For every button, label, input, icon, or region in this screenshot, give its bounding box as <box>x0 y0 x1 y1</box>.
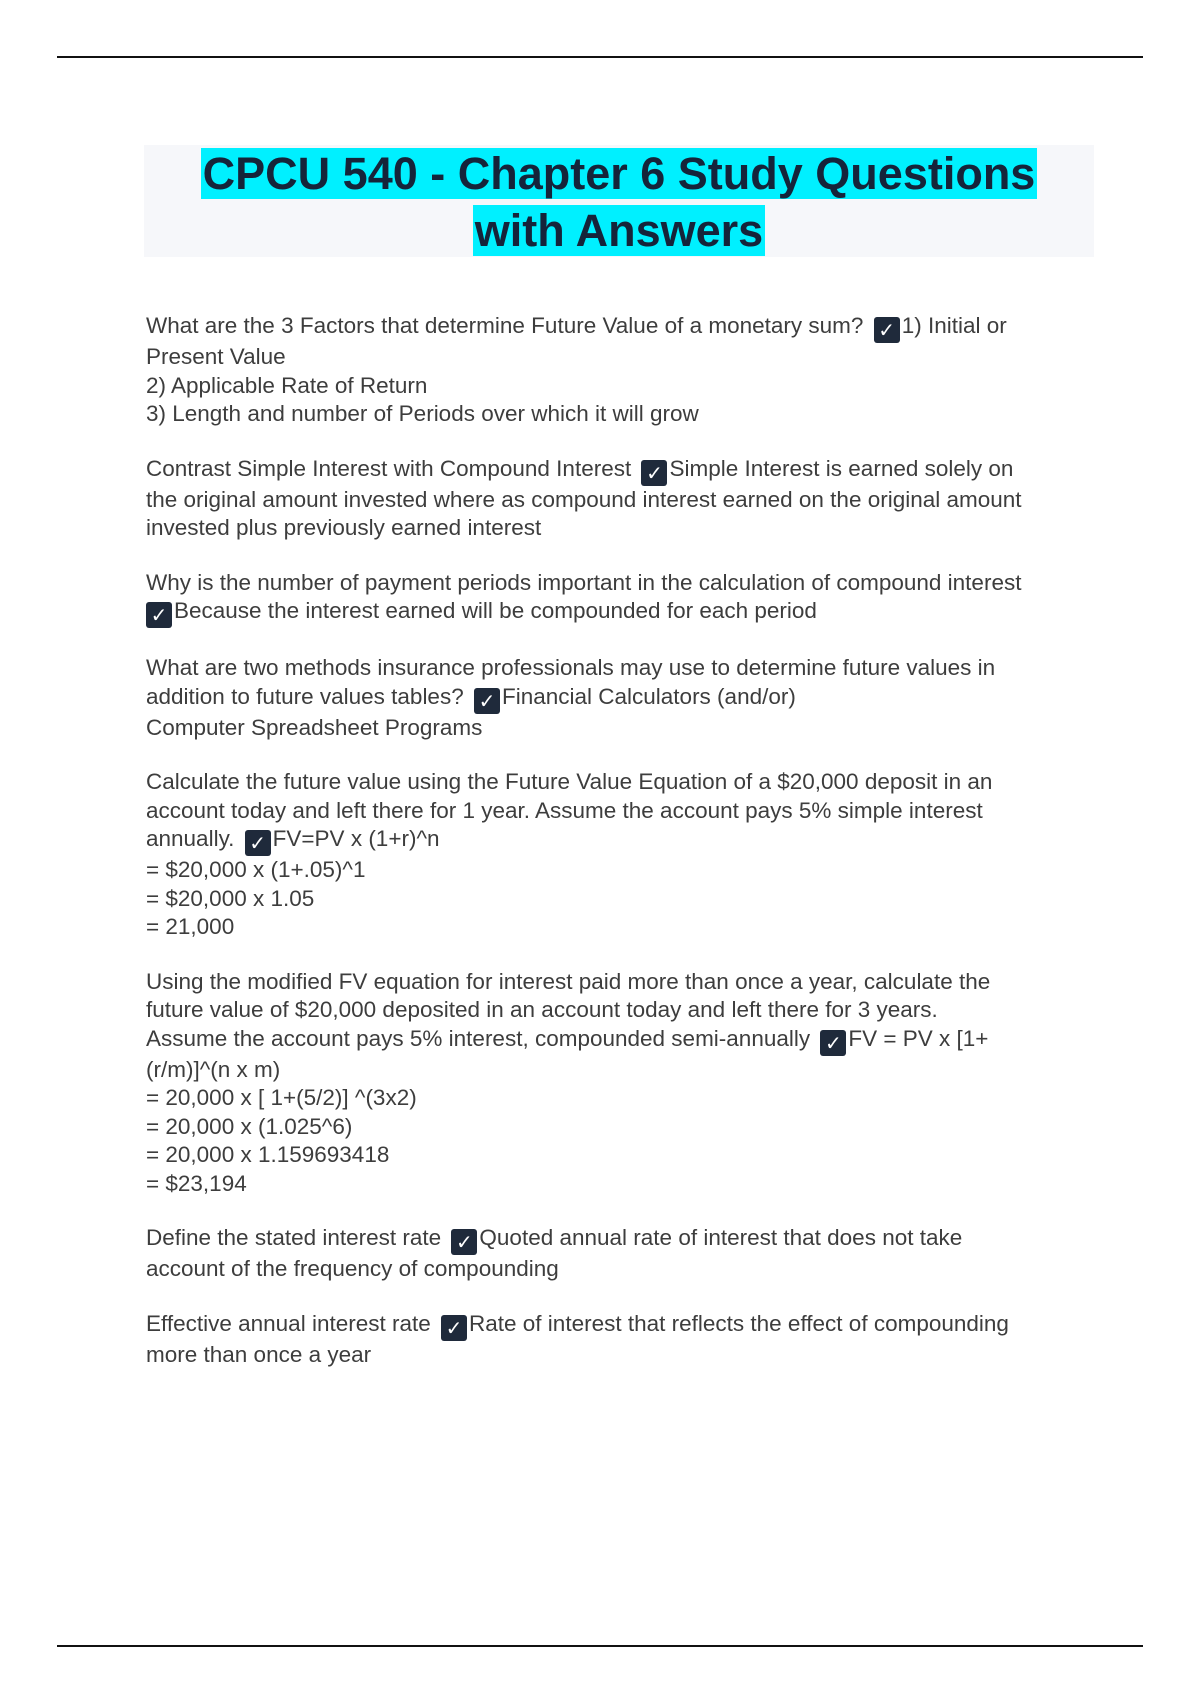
page-title <box>144 145 1094 259</box>
answer-text: more than once a year <box>146 1341 372 1367</box>
answer-text: Computer Spreadsheet Programs <box>146 714 483 740</box>
answer-text: Rate of interest that reflects the effect of compounding <box>469 1310 1009 1336</box>
checkmark-icon: ✓ <box>820 1030 846 1056</box>
answer-text: = $20,000 x 1.05 <box>146 885 315 911</box>
answer-line <box>146 1113 1091 1142</box>
question-line <box>146 996 1091 1025</box>
answer-line <box>146 372 1091 401</box>
answer-text: FV=PV x (1+r)^n <box>272 826 440 851</box>
qa-item <box>146 312 1091 429</box>
answer-text: invested plus previously earned interest <box>146 515 542 540</box>
checkmark-icon: ✓ <box>874 317 900 343</box>
answer-text: Present Value <box>146 344 286 369</box>
answer-text: Simple Interest is earned solely on <box>669 455 1014 481</box>
question-line <box>146 968 1091 997</box>
answer-line <box>146 597 1091 628</box>
question-answer-line <box>146 825 1091 856</box>
qa-item <box>146 455 1091 543</box>
question-answer-line <box>146 1310 1091 1341</box>
question-text: Assume the account pays 5% interest, compounded semi-annually <box>146 1025 817 1051</box>
question-text: What are two methods insurance professionals may use to determine future values in <box>146 655 996 680</box>
header-rule <box>57 56 1143 58</box>
checkmark-icon: ✓ <box>245 830 271 856</box>
checkmark-icon: ✓ <box>451 1229 477 1255</box>
question-answer-line <box>146 1025 1091 1056</box>
question-line <box>146 797 1091 826</box>
answer-line <box>146 1141 1091 1170</box>
answer-line <box>146 856 1091 885</box>
answer-text: FV = PV x [1+ <box>848 1025 989 1051</box>
checkmark-icon: ✓ <box>146 602 172 628</box>
answer-text: = 20,000 x 1.159693418 <box>146 1142 390 1167</box>
question-answer-line <box>146 683 1091 714</box>
question-text: Contrast Simple Interest with Compound Interest <box>146 455 638 481</box>
question-line <box>146 654 1091 683</box>
answer-line <box>146 486 1091 515</box>
answer-text: Because the interest earned will be compounded for each period <box>174 598 817 623</box>
answer-text: Financial Calculators (and/or) <box>501 683 796 709</box>
answer-text: Quoted annual rate of interest that does not take <box>479 1225 963 1250</box>
question-text: What are the 3 Factors that determine Future Value of a monetary sum? <box>146 313 870 338</box>
answer-text: = 20,000 x [ 1+(5/2)] ^(3x2) <box>146 1085 417 1110</box>
question-text: Why is the number of payment periods important in the calculation of compound interest <box>146 569 1022 595</box>
question-text: Calculate the future value using the Future Value Equation of a $20,000 deposit in an <box>146 769 993 794</box>
checkmark-icon: ✓ <box>441 1315 467 1341</box>
answer-line <box>146 1255 1091 1284</box>
answer-line <box>146 1084 1091 1113</box>
question-line <box>146 569 1091 598</box>
title-line-2: with Answers <box>474 205 764 256</box>
question-text: annually. <box>146 826 241 851</box>
question-line <box>146 768 1091 797</box>
answer-text: = $23,194 <box>146 1170 247 1196</box>
qa-item <box>146 569 1091 629</box>
answer-line <box>146 1170 1091 1199</box>
answer-line <box>146 714 1091 743</box>
question-text: Effective annual interest rate <box>146 1310 438 1336</box>
question-text: addition to future values tables? <box>146 683 470 709</box>
answer-line <box>146 400 1091 429</box>
qa-item <box>146 768 1091 942</box>
qa-item <box>146 1224 1091 1284</box>
qa-item <box>146 1310 1091 1370</box>
answer-line <box>146 913 1091 942</box>
answer-text: (r/m)]^(n x m) <box>146 1056 281 1082</box>
answer-text: 1) Initial or <box>901 313 1007 338</box>
question-text: Define the stated interest rate <box>146 1225 448 1250</box>
question-text: future value of $20,000 deposited in an account today and left there for 3 years. <box>146 997 938 1022</box>
qa-item <box>146 654 1091 742</box>
answer-line <box>146 1341 1091 1370</box>
footer-rule <box>57 1645 1143 1647</box>
question-text: Using the modified FV equation for interest paid more than once a year, calculate the <box>146 968 991 994</box>
qa-item <box>146 968 1091 1199</box>
answer-line <box>146 1056 1091 1085</box>
title-box <box>144 145 1094 257</box>
question-answer-line <box>146 312 1091 343</box>
qa-list <box>146 312 1091 1395</box>
answer-text: the original amount invested where as compound interest earned on the original amount <box>146 486 1022 512</box>
title-line-1: CPCU 540 - Chapter 6 Study Questions <box>202 148 1036 199</box>
answer-text: 3) Length and number of Periods over which it will grow <box>146 401 699 426</box>
answer-line <box>146 514 1091 543</box>
answer-text: = $20,000 x (1+.05)^1 <box>146 857 366 882</box>
question-text: account today and left there for 1 year. Assume the account pays 5% simple interest <box>146 797 983 823</box>
answer-text: = 21,000 <box>146 914 235 939</box>
answer-line <box>146 885 1091 914</box>
answer-text: 2) Applicable Rate of Return <box>146 372 428 398</box>
answer-line <box>146 343 1091 372</box>
answer-text: = 20,000 x (1.025^6) <box>146 1113 353 1139</box>
checkmark-icon: ✓ <box>474 688 500 714</box>
question-answer-line <box>146 1224 1091 1255</box>
checkmark-icon: ✓ <box>641 460 667 486</box>
question-answer-line <box>146 455 1091 486</box>
answer-text: account of the frequency of compounding <box>146 1256 559 1281</box>
